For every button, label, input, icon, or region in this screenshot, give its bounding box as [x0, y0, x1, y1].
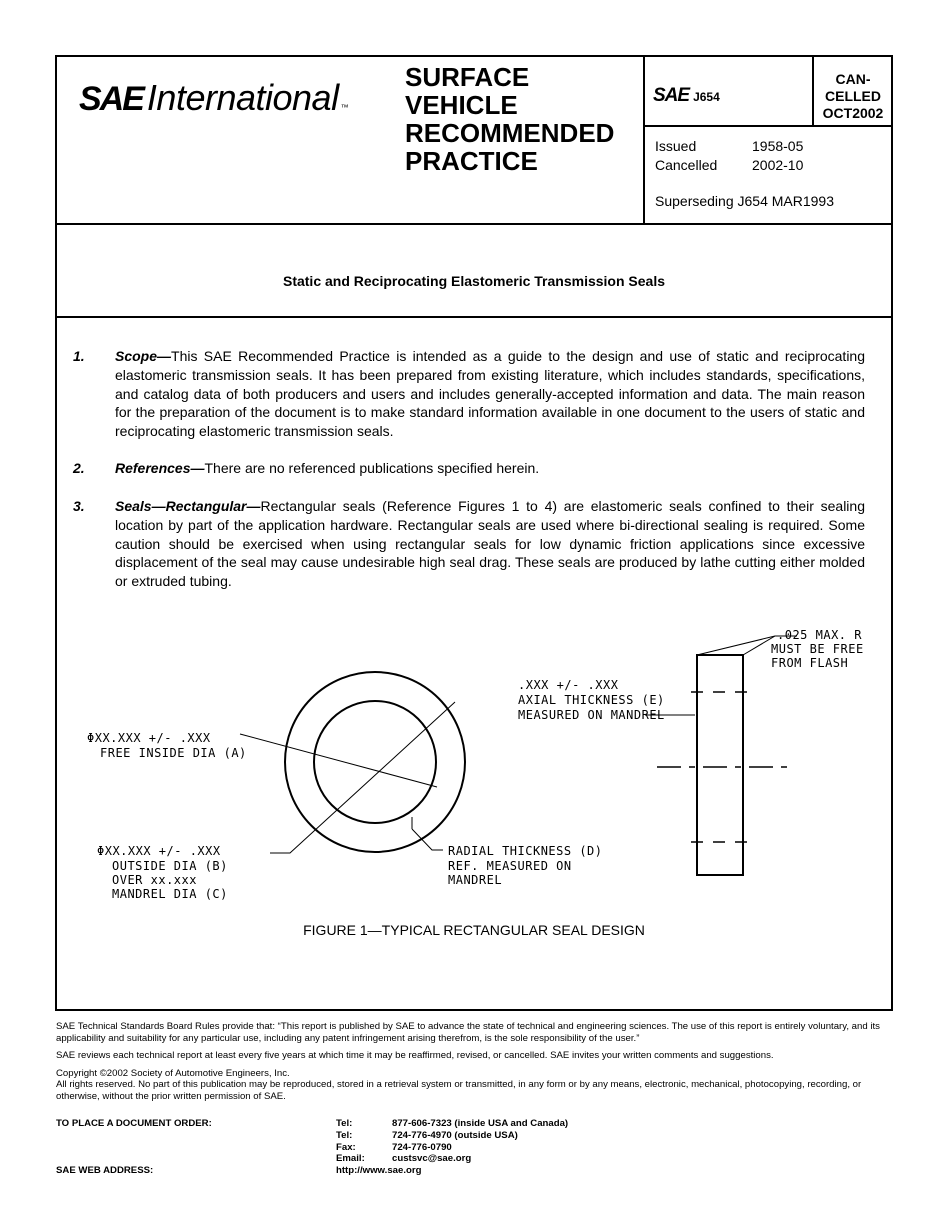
- flash-label-2: MUST BE FREE: [771, 642, 864, 656]
- seal-inner-circle: [314, 701, 436, 823]
- section-scope: [73, 347, 865, 441]
- inside-dia-leader: [240, 734, 437, 787]
- order-label: TO PLACE A DOCUMENT ORDER:: [56, 1118, 212, 1129]
- radial-label-2: REF. MEASURED ON: [448, 859, 572, 873]
- status-line: CAN-: [835, 71, 871, 87]
- sae-international-logo: [79, 77, 349, 119]
- cancelled-label: Cancelled: [655, 157, 718, 173]
- figure-1-drawing: [85, 622, 885, 912]
- doc-type-line: VEHICLE: [405, 90, 518, 120]
- status-line: OCT2002: [822, 105, 884, 121]
- flash-leader-1: [697, 636, 775, 655]
- outside-dia-leader: [270, 702, 455, 853]
- status-line: CELLED: [825, 88, 881, 104]
- section-heading: Scope—: [115, 348, 172, 364]
- contact-list: [336, 1118, 568, 1165]
- section-seals-rectangular: [73, 497, 865, 591]
- document-type: [405, 63, 645, 175]
- contact-label: Email:: [336, 1153, 365, 1165]
- header-bottom-rule: [57, 223, 891, 225]
- section-text: Rectangular seals (Reference Figures 1 to 4) are elastomeric seals confined to their sealing location by part of the application hardware. Rectangular seals are used where bi-directional sealing is required. Some caution should be exercised when using rectangular seals for low dynamic friction applications since excessive displacement of the seal may cause undesirable high seal drag. These seals are produced by lathe cutting either molded or extruded tubing.: [115, 498, 865, 590]
- radial-thickness-leader: [412, 829, 443, 850]
- inside-dia-label-2: FREE INSIDE DIA (A): [100, 746, 247, 760]
- footer-notices: [56, 1021, 898, 1102]
- section-heading: Seals—Rectangular—: [115, 498, 261, 514]
- contact-value: 724-776-0790: [392, 1141, 452, 1153]
- contact-value: 724-776-4970 (outside USA): [392, 1129, 518, 1141]
- inside-dia-label-1: ΦXX.XXX +/- .XXX: [87, 731, 211, 745]
- doc-type-line: RECOMMENDED: [405, 118, 615, 148]
- status-divider-horizontal: [643, 125, 893, 127]
- doc-number: J654: [693, 90, 720, 104]
- cancelled-value: 2002-10: [752, 157, 804, 173]
- axial-label-1: .XXX +/- .XXX: [518, 678, 619, 692]
- section-number: 2.: [73, 460, 85, 476]
- section-heading: References—: [115, 460, 205, 476]
- logo-international-text: International: [146, 77, 339, 118]
- section-number: 3.: [73, 498, 85, 514]
- section-text: There are no referenced publications specified herein.: [204, 460, 540, 476]
- section-references: [73, 459, 865, 478]
- contact-label: Tel:: [336, 1129, 353, 1141]
- footer-rights: All rights reserved. No part of this publication may be reproduced, stored in a retrieval system or transmitted, in any form or by any means, electronic, mechanical, photocopying, recording, or otherwise, without the prior written permission of SAE.: [56, 1079, 862, 1102]
- seal-outer-circle: [285, 672, 465, 852]
- issued-label: Issued: [655, 138, 697, 154]
- document-frame: [55, 55, 893, 1011]
- radial-label-3: MANDREL: [448, 873, 503, 887]
- small-sae-logo: SAE: [653, 85, 690, 106]
- axial-label-2: AXIAL THICKNESS (E): [518, 693, 665, 707]
- footer-rules-text: SAE Technical Standards Board Rules provide that: “This report is published by SAE to advance the state of technical and engineering sciences. The use of this report is entirely voluntary, and its applicability and suitability for any particular use, including any patent infringement arising therefrom, is the sole responsibility of the user.”: [56, 1021, 880, 1044]
- outside-dia-label-2: OUTSIDE DIA (B): [112, 859, 228, 873]
- flash-label-1: .025 MAX. R: [777, 628, 862, 642]
- status-badge: [814, 71, 892, 122]
- document-title: Static and Reciprocating Elastomeric Transmission Seals: [282, 273, 666, 289]
- flash-label-3: FROM FLASH: [771, 656, 849, 670]
- contact-value: 877-606-7323 (inside USA and Canada): [392, 1118, 569, 1129]
- section-number: 1.: [73, 348, 85, 364]
- axial-label-3: MEASURED ON MANDREL: [518, 708, 665, 722]
- footer-review-text: SAE reviews each technical report at least every five years at which time it may be reaffirmed, revised, or cancelled. SAE invites your written comments and suggestions.: [56, 1050, 774, 1061]
- date-info: [655, 137, 803, 175]
- logo-sae-text: SAE: [79, 80, 143, 118]
- title-bottom-rule: [57, 316, 891, 318]
- outside-dia-label-4: MANDREL DIA (C): [112, 887, 228, 901]
- section-text: This SAE Recommended Practice is intended as a guide to the design and use of static and reciprocating elastomeric transmission seals. It has been prepared from existing literature, which includes standards, specifications, and catalog data of both producers and users and includes generally-accepted information and data. The main reason for the preparation of the document is to make standard information available in one document to the users of static and reciprocating elastomeric transmission seals.: [115, 348, 865, 440]
- contact-label: Fax:: [336, 1141, 356, 1153]
- issued-value: 1958-05: [752, 138, 804, 154]
- superseding-text: Superseding J654 MAR1993: [655, 193, 835, 209]
- logo-trademark: ™: [340, 103, 349, 112]
- doc-type-line: SURFACE: [405, 62, 530, 92]
- outside-dia-label-1: ΦXX.XXX +/- .XXX: [97, 844, 221, 858]
- footer-copyright: Copyright ©2002 Society of Automotive Engineers, Inc.: [56, 1067, 290, 1079]
- web-address-link[interactable]: http://www.sae.org: [336, 1165, 422, 1176]
- figure-caption: FIGURE 1—TYPICAL RECTANGULAR SEAL DESIGN: [303, 922, 645, 938]
- email-link[interactable]: custsvc@sae.org: [392, 1153, 472, 1165]
- doc-type-line: PRACTICE: [405, 146, 538, 176]
- doc-number-block: [653, 85, 720, 107]
- radial-label-1: RADIAL THICKNESS (D): [448, 844, 603, 858]
- web-address-label: SAE WEB ADDRESS:: [56, 1165, 154, 1176]
- contact-label: Tel:: [336, 1118, 353, 1129]
- outside-dia-label-3: OVER xx.xxx: [112, 873, 197, 887]
